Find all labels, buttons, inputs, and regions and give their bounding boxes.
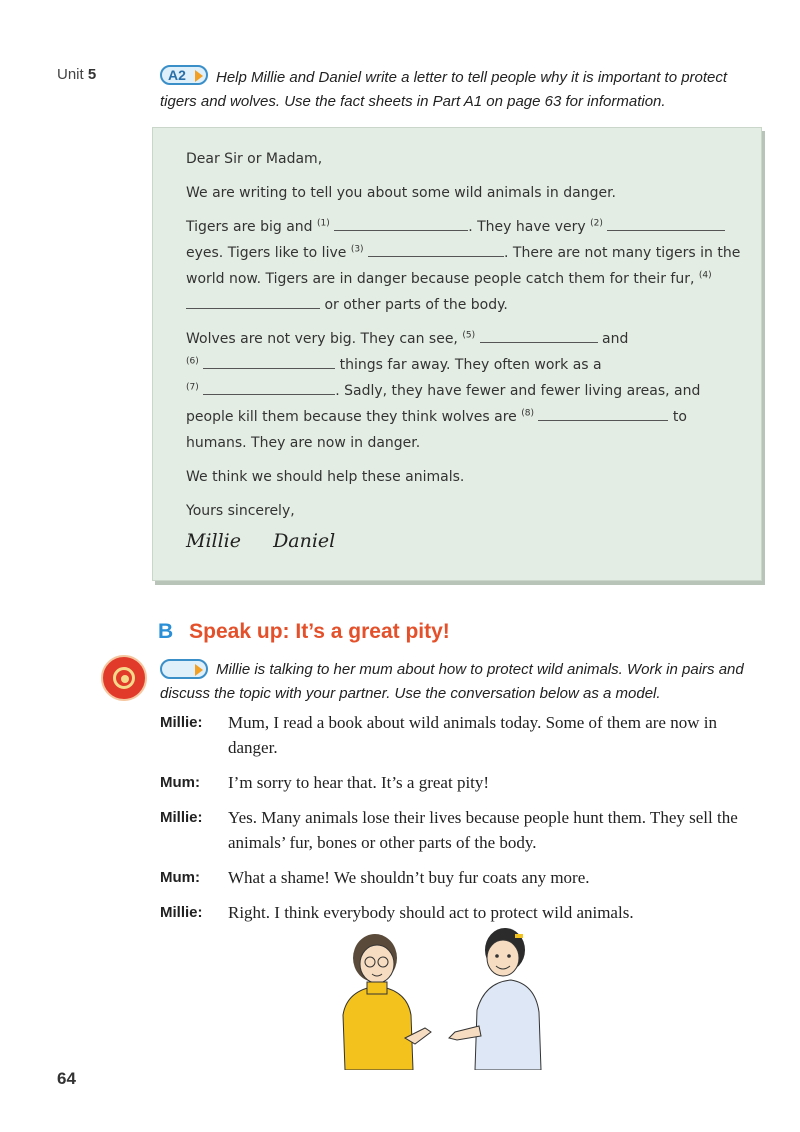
blank-number: (6) bbox=[186, 356, 199, 367]
letter-text: or other parts of the body. bbox=[324, 297, 508, 313]
section-b-title: Speak up: It’s a great pity! bbox=[189, 620, 450, 643]
blank-number: (2) bbox=[590, 218, 603, 229]
mum-and-millie-illustration bbox=[325, 920, 555, 1070]
a2-instruction: Help Millie and Daniel write a letter to tell people why it is important to protect tigers and wolves. Use the fact sheets in Part A1 on page 63 for information. bbox=[160, 69, 728, 110]
dialogue-line bbox=[160, 865, 780, 890]
letter-text: . There are not many tigers in the world now. Tigers are in danger because people catch them for their fur, bbox=[186, 245, 741, 287]
letter-intro: We are writing to tell you about some wild animals in danger. bbox=[186, 185, 617, 201]
letter-body bbox=[186, 146, 741, 532]
blank-number: (4) bbox=[698, 270, 712, 281]
speaker: Mum: bbox=[160, 869, 200, 886]
speaker: Millie: bbox=[160, 714, 203, 731]
blank-number: (1) bbox=[317, 218, 330, 229]
blank-5[interactable] bbox=[480, 328, 598, 343]
blank-number: (3) bbox=[350, 244, 364, 255]
letter-text: . They have very bbox=[468, 219, 586, 235]
blank-2[interactable] bbox=[607, 216, 725, 231]
letter-paragraph-tigers bbox=[186, 214, 741, 318]
signature-daniel: Daniel bbox=[273, 530, 336, 552]
dialogue-line bbox=[160, 770, 780, 795]
blank-4[interactable] bbox=[186, 294, 320, 309]
speaker: Mum: bbox=[160, 774, 200, 791]
speech: Mum, I read a book about wild animals today. Some of them are now in danger. bbox=[228, 713, 717, 757]
blank-number: (5) bbox=[462, 330, 476, 341]
letter-card bbox=[152, 127, 762, 581]
letter-signatures bbox=[186, 530, 361, 552]
speech: What a shame! We shouldn’t buy fur coats any more. bbox=[228, 868, 590, 887]
unit-label bbox=[57, 66, 96, 83]
letter-text: and bbox=[602, 331, 629, 347]
speaking-icon bbox=[101, 655, 147, 701]
letter-text: Wolves are not very big. They can see, bbox=[186, 331, 458, 347]
blank-1[interactable] bbox=[334, 216, 468, 231]
letter-text: Tigers are big and bbox=[186, 219, 313, 235]
blank-7[interactable] bbox=[203, 380, 335, 395]
section-b-instruction: Millie is talking to her mum about how to protect wild animals. Work in pairs and discuss the topic with your partner. Use the conversation below as a model. bbox=[160, 661, 744, 702]
unit-prefix: Unit bbox=[57, 66, 84, 83]
a2-badge-label: A2 bbox=[168, 67, 186, 83]
unit-number: 5 bbox=[87, 66, 97, 83]
letter-greeting: Dear Sir or Madam, bbox=[186, 151, 323, 167]
letter-text: . Sadly, they have fewer and fewer living areas, and people kill them because they think wolves are bbox=[186, 383, 701, 425]
letter-text: eyes. Tigers like to live bbox=[186, 245, 347, 261]
letter-closing-line: We think we should help these animals. bbox=[186, 469, 465, 485]
dialogue-line bbox=[160, 710, 780, 760]
speech: Yes. Many animals lose their lives because people hunt them. They sell the animals’ fur, bones or other parts of the body. bbox=[228, 808, 738, 852]
letter-sign-off: Yours sincerely, bbox=[186, 503, 295, 519]
letter-paragraph-wolves bbox=[186, 326, 741, 456]
speaker: Millie: bbox=[160, 904, 203, 921]
section-b-heading bbox=[158, 620, 450, 644]
blank-number: (7) bbox=[186, 382, 199, 393]
speaker: Millie: bbox=[160, 809, 203, 826]
blank-3[interactable] bbox=[368, 242, 504, 257]
speech: I’m sorry to hear that. It’s a great pity! bbox=[228, 773, 490, 792]
letter-text: to humans. They are now in danger. bbox=[186, 409, 687, 451]
blank-number: (8) bbox=[521, 408, 534, 419]
speech: Right. I think everybody should act to protect wild animals. bbox=[228, 903, 634, 922]
blank-8[interactable] bbox=[538, 406, 668, 421]
dialogue bbox=[160, 710, 780, 935]
dialogue-line bbox=[160, 805, 780, 855]
signature-millie: Millie bbox=[186, 530, 242, 552]
page-number: 64 bbox=[57, 1069, 76, 1088]
blank-6[interactable] bbox=[203, 354, 335, 369]
mum-figure bbox=[343, 934, 431, 1070]
letter-text: things far away. They often work as a bbox=[339, 357, 602, 373]
section-b-letter: B bbox=[158, 620, 174, 643]
millie-figure bbox=[449, 928, 541, 1070]
